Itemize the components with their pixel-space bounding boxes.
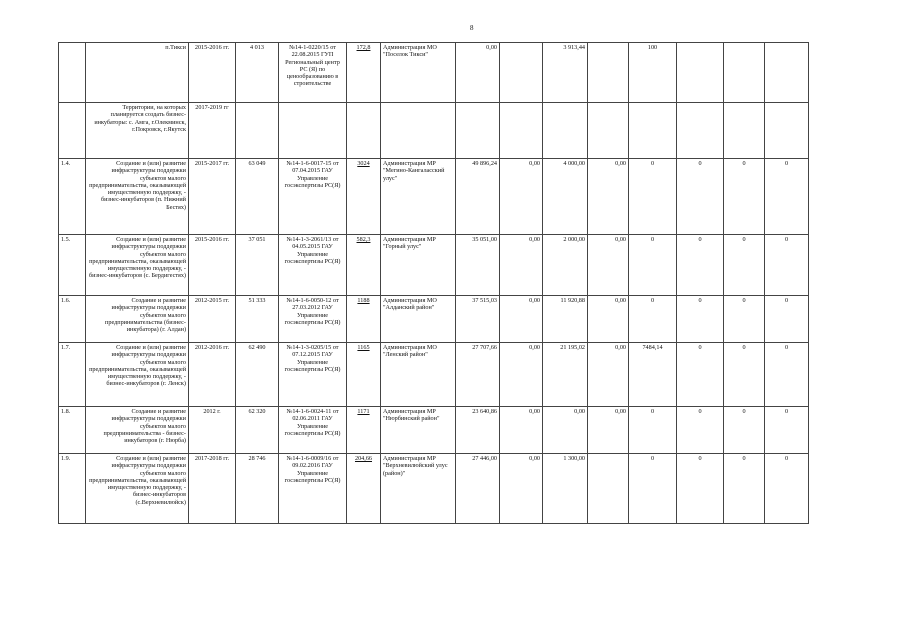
area-underlined: 1188 [357, 297, 370, 304]
funding-value-4: 0,00 [588, 296, 629, 343]
expertise-conclusion: №14-1-6-0024-11 от 02.06.2011 ГАУ Управление госэкспертизы РС(Я) [279, 407, 347, 454]
funding-value-4: 0,00 [588, 407, 629, 454]
funding-value-2: 0,00 [500, 407, 543, 454]
funding-value-5: 7484,14 [629, 343, 677, 407]
funding-value-6: 0 [677, 235, 724, 296]
responsible-administration: Администрация МР "Горный улус" [381, 235, 456, 296]
row-number: 1.4. [59, 159, 86, 235]
area-underlined: 1165 [357, 344, 370, 351]
funding-value-4 [588, 454, 629, 524]
row-number: 1.9. [59, 454, 86, 524]
funding-value-8: 0 [765, 296, 809, 343]
area-underlined: 204,66 [354, 455, 372, 462]
funding-value-1: 49 896,24 [456, 159, 500, 235]
funding-value-1: 27 446,00 [456, 454, 500, 524]
funding-value-4 [588, 43, 629, 103]
project-name: Создание и развитие инфраструктуры поддержки субъектов малого предпринимательства - бизнес-инкубаторов (г. Нюрба) [86, 407, 189, 454]
funding-value-6: 0 [677, 454, 724, 524]
funding-value-5: 0 [629, 235, 677, 296]
funding-value-3: 0,00 [543, 407, 588, 454]
area-underlined: 582,3 [356, 236, 371, 243]
row-number: 1.8. [59, 407, 86, 454]
table-row [59, 296, 809, 343]
funding-value-4 [588, 103, 629, 159]
funding-value-6 [677, 103, 724, 159]
funding-value-8: 0 [765, 343, 809, 407]
responsible-administration: Администрация МР "Верхневилюйский улус (район)" [381, 454, 456, 524]
area-underlined: 172,8 [356, 44, 371, 51]
funding-value-3: 2 000,00 [543, 235, 588, 296]
row-number [59, 43, 86, 103]
area-underlined: 3024 [357, 160, 370, 167]
funding-value-3: 1 300,00 [543, 454, 588, 524]
project-name: Создание и развитие инфраструктуры поддержки субъектов малого предпринимательства (бизнес-инкубатора) (г. Алдан) [86, 296, 189, 343]
implementation-period: 2015-2017 гг. [189, 159, 236, 235]
funding-value-1 [456, 103, 500, 159]
area-value [347, 103, 381, 159]
area-value [347, 159, 381, 235]
table-row [59, 159, 809, 235]
funding-value-4: 0,00 [588, 235, 629, 296]
area-value [347, 407, 381, 454]
page-number: 8 [470, 24, 474, 32]
funding-value-7: 0 [724, 235, 765, 296]
responsible-administration [381, 103, 456, 159]
funding-value-3 [543, 103, 588, 159]
funding-value-8: 0 [765, 407, 809, 454]
funding-value-5: 0 [629, 407, 677, 454]
table-row [59, 343, 809, 407]
funding-value-5: 0 [629, 454, 677, 524]
funding-value-2: 0,00 [500, 159, 543, 235]
funding-value-5: 100 [629, 43, 677, 103]
funding-value-1: 27 707,66 [456, 343, 500, 407]
implementation-period: 2015-2016 гг. [189, 235, 236, 296]
funding-value-5 [629, 103, 677, 159]
funding-value-7: 0 [724, 159, 765, 235]
estimated-cost: 62 320 [236, 407, 279, 454]
funding-value-2 [500, 43, 543, 103]
funding-value-6: 0 [677, 159, 724, 235]
expertise-conclusion: №14-1-3-2061/13 от 04.05.2015 ГАУ Управление госэкспертизы РС(Я) [279, 235, 347, 296]
expertise-conclusion: №14-1-6-0050-12 от 27.03.2012 ГАУ Управление госэкспертизы РС(Я) [279, 296, 347, 343]
expertise-conclusion: №14-1-3-0205/15 от 07.12.2015 ГАУ Управление госэкспертизы РС(Я) [279, 343, 347, 407]
project-name: Территории, на которых планируется создать бизнес-инкубаторы: с. Амга, г.Олекминск, г.Покровск, г.Якутск [86, 103, 189, 159]
estimated-cost: 63 049 [236, 159, 279, 235]
funding-value-1: 23 640,86 [456, 407, 500, 454]
funding-value-7 [724, 43, 765, 103]
funding-value-7: 0 [724, 407, 765, 454]
implementation-period: 2012 г. [189, 407, 236, 454]
table-row [59, 103, 809, 159]
funding-value-3: 3 913,44 [543, 43, 588, 103]
funding-value-2: 0,00 [500, 296, 543, 343]
area-value [347, 43, 381, 103]
estimated-cost: 4 013 [236, 43, 279, 103]
funding-value-2: 0,00 [500, 343, 543, 407]
project-name: Создание и (или) развитие инфраструктуры поддержки субъектов малого предпринимательства, оказывающей имущественную поддержку, - бизнес-инкубаторов (с. Бердигестях) [86, 235, 189, 296]
area-underlined: 1171 [357, 408, 370, 415]
table-row [59, 235, 809, 296]
estimated-cost: 28 746 [236, 454, 279, 524]
expertise-conclusion: №14-1-0220/15 от 22.08.2015 ГУП Региональный центр РС (Я) по ценообразованию в строительстве [279, 43, 347, 103]
funding-value-5: 0 [629, 296, 677, 343]
funding-value-6: 0 [677, 343, 724, 407]
table-row [59, 43, 809, 103]
funding-value-8: 0 [765, 454, 809, 524]
responsible-administration: Администрация МО "Поселок Тикси" [381, 43, 456, 103]
funding-value-1: 37 515,03 [456, 296, 500, 343]
funding-value-3: 11 920,88 [543, 296, 588, 343]
row-number: 1.5. [59, 235, 86, 296]
funding-value-8 [765, 43, 809, 103]
funding-value-2: 0,00 [500, 454, 543, 524]
funding-value-3: 21 195,02 [543, 343, 588, 407]
row-number: 1.6. [59, 296, 86, 343]
expertise-conclusion: №14-1-6-0017-15 от 07.04.2015 ГАУ Управление госэкспертизы РС(Я) [279, 159, 347, 235]
project-name: Создание и (или) развитие инфраструктуры поддержки субъектов малого предпринимательства, оказывающей имущественную поддержку, - бизнес-инкубаторов (г. Ленск) [86, 343, 189, 407]
expertise-conclusion [279, 103, 347, 159]
estimated-cost [236, 103, 279, 159]
responsible-administration: Администрация МО "Ленский район" [381, 343, 456, 407]
area-value [347, 235, 381, 296]
implementation-period: 2015-2016 гг. [189, 43, 236, 103]
program-table [58, 42, 809, 524]
funding-value-7: 0 [724, 454, 765, 524]
project-name: Создание и (или) развитие инфраструктуры поддержки субъектов малого предпринимательства, оказывающей имущественную поддержку, - бизнес-инкубаторов (с.Верхневилюйск) [86, 454, 189, 524]
funding-value-8: 0 [765, 235, 809, 296]
funding-value-6 [677, 43, 724, 103]
estimated-cost: 62 490 [236, 343, 279, 407]
project-name: Создание и (или) развитие инфраструктуры поддержки субъектов малого предпринимательства, оказывающей имущественную поддержку, - бизнес-инкубаторов (п. Нижний Бестях) [86, 159, 189, 235]
implementation-period: 2017-2018 гг. [189, 454, 236, 524]
estimated-cost: 51 333 [236, 296, 279, 343]
funding-value-7: 0 [724, 343, 765, 407]
area-value [347, 343, 381, 407]
area-value [347, 296, 381, 343]
funding-value-1: 35 051,00 [456, 235, 500, 296]
funding-value-8 [765, 103, 809, 159]
funding-value-5: 0 [629, 159, 677, 235]
funding-value-6: 0 [677, 296, 724, 343]
project-name: п.Тикси [86, 43, 189, 103]
funding-value-7: 0 [724, 296, 765, 343]
funding-value-7 [724, 103, 765, 159]
funding-value-8: 0 [765, 159, 809, 235]
implementation-period: 2017-2019 гг [189, 103, 236, 159]
responsible-administration: Администрация МР "Мегино-Кангаласский улус" [381, 159, 456, 235]
row-number [59, 103, 86, 159]
responsible-administration: Администрация МО "Алданский район" [381, 296, 456, 343]
implementation-period: 2012-2015 гг. [189, 296, 236, 343]
estimated-cost: 37 051 [236, 235, 279, 296]
implementation-period: 2012-2016 гг. [189, 343, 236, 407]
expertise-conclusion: №14-1-6-0009/16 от 09.02.2016 ГАУ Управление госэкспертизы РС(Я) [279, 454, 347, 524]
funding-value-2: 0,00 [500, 235, 543, 296]
funding-value-4: 0,00 [588, 159, 629, 235]
responsible-administration: Администрация МР "Нюрбинский район" [381, 407, 456, 454]
funding-value-3: 4 000,00 [543, 159, 588, 235]
funding-value-6: 0 [677, 407, 724, 454]
row-number: 1.7. [59, 343, 86, 407]
funding-value-4: 0,00 [588, 343, 629, 407]
table-row [59, 407, 809, 454]
area-value [347, 454, 381, 524]
funding-value-1: 0,00 [456, 43, 500, 103]
table-row [59, 454, 809, 524]
funding-value-2 [500, 103, 543, 159]
